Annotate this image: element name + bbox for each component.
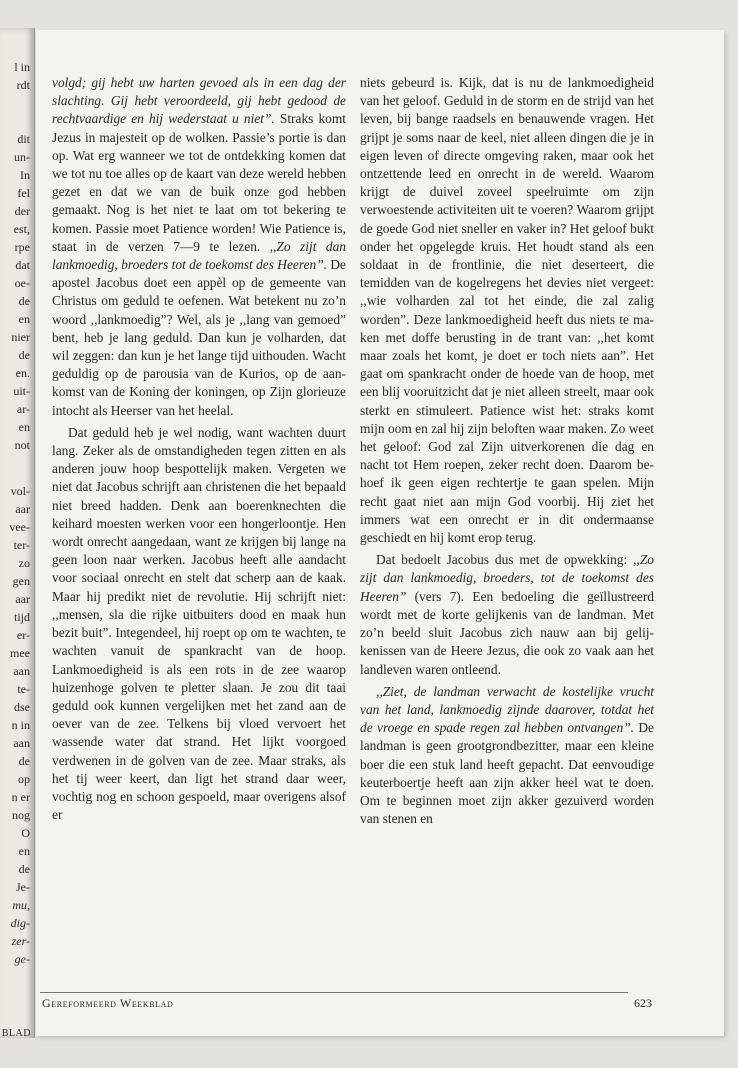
previous-page-text-fragment: ar- [16,402,30,416]
previous-page-text-fragment: de [18,294,30,308]
paragraph [360,551,654,678]
text-run: Straks komt Jezus in majesteit op de wolken. Passie’s portie is dan op. Wat erg wanneer we tot de ontdekking komen dat we tot nu toe alles op de kaart van deze wereld hebben gezet en dat we van de buik onze god hebben gemaakt. Nog is het niet te laat om tot bekering te komen. Passie moet Patience worden! Wie Patience is, staat in de verzen 7—9 te lezen. ,, [52,111,347,254]
previous-page-text-fragment: O [21,826,30,840]
previous-page-text-fragment: de [18,754,30,768]
previous-page-text-fragment: nog [12,808,30,822]
magazine-page [36,30,724,1036]
previous-page-text-fragment: oe- [14,276,30,290]
italic-text-run: Zo zijt dan lankmoedig, broeders, tot de toekomst des Heeren” [360,552,654,604]
previous-page-text-fragment: mu, [12,898,30,912]
paragraph [360,683,654,829]
previous-page-text-fragment: aan [13,736,30,750]
previous-page-text-fragment: not [14,438,30,452]
previous-page-text-fragment: nier [11,330,30,344]
previous-page-text-fragment: ge- [14,952,30,966]
previous-page-text-fragment: fel [17,186,30,200]
previous-page-text-fragment: aan [13,664,30,678]
previous-page-text-fragment: rpe [14,240,30,254]
previous-page-edge [0,28,35,1038]
previous-page-text-fragment: dse [14,700,30,714]
previous-page-text-fragment: dit [17,132,30,146]
paragraph [52,74,346,420]
previous-page-text-fragment: l in [14,60,30,74]
previous-page-text-fragment: op [18,772,30,786]
previous-page-text-fragment: vee- [9,520,30,534]
previous-page-text-fragment: zer- [11,934,30,948]
previous-page-text-fragment: mee [10,646,30,660]
previous-page-text-fragment: n er [11,790,30,804]
text-run: De apostel Jacobus doet een appèl op de gemeente van Christus om geduld te oefenen. Wat betekent nu zo’n woord ,,lankmoedig”? Wel, als je ,,lang van gemoed” bent, heb je lang geduld. Dan kun je volharden, dat wil zeggen: dan kun je het lange tijd uithouden. Wacht geduldig op de parousia van de Kurios, op de aankomst van de Koning der koningen, op Zijn glorieuze intocht als Heerser van het heelal. [52,257,346,418]
previous-page-text-fragment: n in [11,718,30,732]
previous-page-text-fragment: en [18,844,30,858]
previous-page-text-fragment: te- [17,682,30,696]
text-run: Dat bedoelt Jacobus dus met de opwekking: ,, [376,552,640,568]
text-run: (vers 7). Een bedoeling die geïllustreerd wordt met de korte gelijkenis van de landman. Met zo’n beeld sluit Jacobus zich nauw aan bij gelijkenissen van de Heere Jezus, die ook zo vaak aan het landleven waren ontleend. [360,588,654,677]
page-number: 623 [634,996,652,1010]
previous-page-text-fragment: de [18,348,30,362]
previous-page-text-fragment: der [14,204,30,218]
paragraph [52,424,346,824]
previous-page-text-fragment: er- [16,628,30,642]
previous-page-footer: BLAD [1,1028,31,1038]
previous-page-text-fragment: en [18,420,30,434]
publication-title: Gereformeerd Weekblad [42,996,174,1010]
italic-text-run: volgd; gij hebt uw harten gevoed als in een dag der slachting. Gij hebt veroordeeld, gij hebt gedood de rechtvaardige en hij wederstaat u niet”. [52,75,346,127]
previous-page-text-fragment: gen [12,574,30,588]
previous-page-text-fragment: zo [18,556,30,570]
text-run: Dat geduld heb je wel nodig, want wachten duurt lang. Zeker als de omstandigheden tegen zitten en als anderen jouw hoop bespottelijk maken. Vergeten we niet dat Jacobus schrijft aan christenen die het bepaald niet breed hadden. Denk aan boerenknechten die keihard moesten werken voor een hongerloontje. Hen wordt onrecht aangedaan, want ze krijgen bij lange na geen loon naar werken. Jacobus heeft alle aandacht voor sociaal onrecht en stelt dat scherp aan de kaak. Maar hij predikt niet de revolutie. Hij schrijft niet: ,,mensen, sla die rijke uitbuiters dood en maak hun bezit buit”. Integendeel, hij roept op om te wachten, te wachten vanuit de spankracht van de hoop. Lankmoedigheid is als een rots in de zee waarop huizenhoge golven te pletter slaan. Je zou dit taai geduld ook kunnen vergelijken met het zand aan de oever van de zee. Telkens bij vloed vervoert het wassende water dat strand. Het lijkt voorgoed verdwenen in de golven van de zee. Maar straks, als het tij weer keert, dan ligt het strand daar weer, vochtig nog en schoon gespoeld, maar overigens alsof er [52,424,346,823]
italic-text-run: ,,Ziet, de landman verwacht de kostelijke vrucht van het land, lankmoedig zijnde daarover, totdat het de vroege en spade regen zal hebben ontvangen”. [360,683,654,736]
previous-page-text-fragment: dig- [10,916,30,930]
previous-page-text-fragment: est, [13,222,30,236]
previous-page-text-fragment: en. [15,366,30,380]
previous-page-text-fragment: en [18,312,30,326]
previous-page-text-fragment: dat [15,258,30,272]
previous-page-text-fragment: vol- [10,484,30,498]
previous-page-text-fragment: de [18,862,30,876]
previous-page-text-fragment: In [20,168,30,182]
previous-page-text-fragment: Je- [16,880,30,894]
previous-page-text-fragment: uit- [13,384,30,398]
paragraph [360,74,654,547]
text-run: De landman is geen grootgrondbezitter, maar een kleine boer die een stuk land heeft gepacht. Dat eenvoudige keuterboertje heeft aan zijn akker heel wat te doen. Om te beginnen moet zijn akker gezuiverd worden van stenen en [360,720,654,827]
previous-page-text-fragment: aar [15,592,30,606]
previous-page-text-fragment: rdt [16,78,30,92]
right-column [360,74,654,828]
left-column [52,74,346,824]
previous-page-text-fragment: un- [14,150,30,164]
previous-page-text-fragment: tijd [13,610,30,624]
italic-text-run: Zo zijt dan lankmoedig, broeders tot de toekomst des Heeren”. [52,238,346,273]
footer-rule [40,992,628,993]
previous-page-text-fragment: aar [15,502,30,516]
previous-page-text-fragment: ter- [13,538,30,552]
text-run: niets gebeurd is. Kijk, dat is nu de lankmoedigheid van het geloof. Geduld in de storm en de strijd van het leven, bij bange raadsels en benauwende vragen. Het grijpt je soms naar de keel, niet alleen dingen die je in eigen leven of directe omgeving raken, maar ook het ontzettende leed en onrecht in de wereld. Waarom krijgt de duivel zoveel speelruimte om zijn verwoestende activiteiten uit te voeren? Waarom grijpt de goede God niet sneller en vaker in? Het geloof bukt onder het opgelegde kruis. Het houdt stand als een soldaat in de frontlinie, die niet deserteert, die temidden van de kogelregens het devies niet vergeet: ,,wie volharden zal tot het einde, die zal zalig worden”. Deze lankmoedigheid heeft dus niets te maken met doffe berusting in de trant van: ,,het komt maar zoals het komt, je doet er toch niets aan”. Het gaat om spankracht onder de hoede van de hoop, met een blij vooruitzicht dat je niet alleen streelt, maar ook sterkt en stimuleert. Patience wist het: straks komt mijn oom en zal hij zijn beloften waar maken. Zo weet het geloof: God zal Zijn uitverkorenen die dag en nacht tot Hem roepen, zeker recht doen. Daarom behoef ik geen eigen rechtertje te gaan spelen. Mijn recht gaat niet aan mijn God voorbij. Hij ziet het immers wat een onrecht er in dit ondermaanse geschiedt en hij komt erop terug. [360,75,654,546]
